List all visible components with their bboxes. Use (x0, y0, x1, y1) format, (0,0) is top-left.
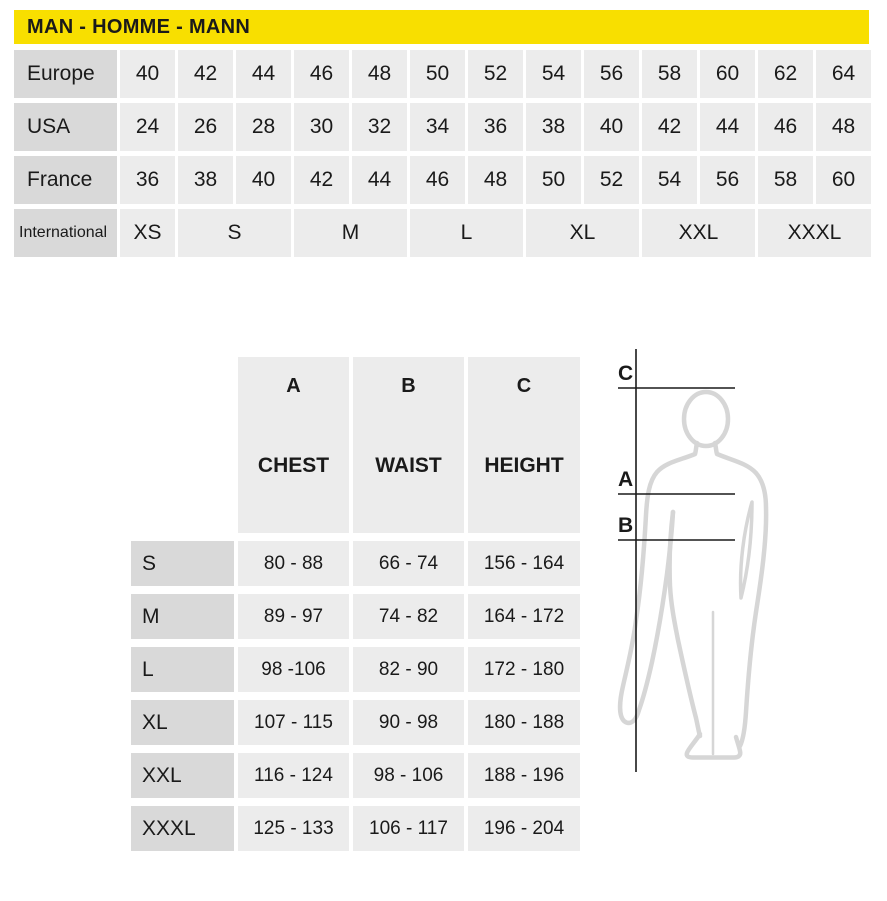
label-c: C (618, 362, 634, 385)
size-cell: 48 (816, 103, 871, 151)
measurement-lines (618, 349, 735, 772)
title-bar (14, 10, 869, 44)
size-cell: 48 (468, 156, 523, 204)
silhouette-head (684, 392, 728, 446)
size-cell: 56 (700, 156, 755, 204)
range-cell: 116 - 124 (238, 753, 349, 798)
intl-size-cell-xl: XL (526, 209, 639, 257)
size-cell: 52 (584, 156, 639, 204)
column-name: CHEST (257, 454, 330, 477)
size-cell: 36 (468, 103, 523, 151)
range-cell: 180 - 188 (468, 700, 580, 745)
size-cell: 54 (642, 156, 697, 204)
region-label-france: France (14, 156, 117, 204)
size-row-label: S (131, 541, 234, 586)
size-cell: 60 (700, 50, 755, 98)
size-cell: 58 (758, 156, 813, 204)
silhouette-left-torso-leg (670, 512, 700, 736)
size-cell: 44 (700, 103, 755, 151)
size-cell: 40 (120, 50, 175, 98)
size-cell: 64 (816, 50, 871, 98)
range-cell: 125 - 133 (238, 806, 349, 851)
size-cell: 34 (410, 103, 465, 151)
size-row-label: XXXL (131, 806, 234, 851)
size-row-label: L (131, 647, 234, 692)
size-cell: 38 (526, 103, 581, 151)
size-cell: 38 (178, 156, 233, 204)
size-cell: 62 (758, 50, 813, 98)
size-cell: 42 (178, 50, 233, 98)
region-label-usa: USA (14, 103, 117, 151)
size-cell: 40 (584, 103, 639, 151)
range-cell: 89 - 97 (238, 594, 349, 639)
size-cell: 50 (526, 156, 581, 204)
range-cell: 90 - 98 (353, 700, 464, 745)
size-cell: 52 (468, 50, 523, 98)
size-cell: 46 (758, 103, 813, 151)
range-cell: 66 - 74 (353, 541, 464, 586)
intl-size-cell-xs: XS (120, 209, 175, 257)
column-letter: C (516, 375, 532, 397)
column-name: HEIGHT (484, 454, 564, 477)
size-cell: 42 (642, 103, 697, 151)
label-a: A (618, 468, 634, 491)
size-cell: 28 (236, 103, 291, 151)
column-header-chest (238, 357, 349, 533)
size-cell: 48 (352, 50, 407, 98)
intl-size-cell-xxl: XXL (642, 209, 755, 257)
range-cell: 98 - 106 (353, 753, 464, 798)
size-cell: 54 (526, 50, 581, 98)
region-label-international: International (14, 209, 117, 257)
column-header-height (468, 357, 580, 533)
size-cell: 44 (352, 156, 407, 204)
range-cell: 106 - 117 (353, 806, 464, 851)
silhouette-arm-gap (741, 502, 752, 598)
size-row-label: XL (131, 700, 234, 745)
size-conversion-table (14, 50, 871, 257)
size-cell: 42 (294, 156, 349, 204)
size-cell: 50 (410, 50, 465, 98)
size-cell: 26 (178, 103, 233, 151)
body-silhouette (620, 392, 766, 758)
size-cell: 32 (352, 103, 407, 151)
body-measurements-table (131, 357, 580, 851)
column-header-waist (353, 357, 464, 533)
range-cell: 196 - 204 (468, 806, 580, 851)
size-cell: 36 (120, 156, 175, 204)
size-cell: 30 (294, 103, 349, 151)
intl-size-cell-s: S (178, 209, 291, 257)
size-cell: 40 (236, 156, 291, 204)
size-row-label: M (131, 594, 234, 639)
size-cell: 58 (642, 50, 697, 98)
body-measurement-diagram (600, 340, 887, 800)
range-cell: 107 - 115 (238, 700, 349, 745)
column-letter: A (286, 375, 301, 397)
size-cell: 56 (584, 50, 639, 98)
page-title: MAN - HOMME - MANN (27, 15, 251, 38)
range-cell: 172 - 180 (468, 647, 580, 692)
column-name: WAIST (375, 454, 442, 477)
intl-size-cell-l: L (410, 209, 523, 257)
size-row-label: XXL (131, 753, 234, 798)
range-cell: 98 -106 (238, 647, 349, 692)
region-label-europe: Europe (14, 50, 117, 98)
range-cell: 74 - 82 (353, 594, 464, 639)
column-letter: B (401, 375, 416, 397)
range-cell: 82 - 90 (353, 647, 464, 692)
range-cell: 188 - 196 (468, 753, 580, 798)
intl-size-cell-xxxl: XXXL (758, 209, 871, 257)
label-b: B (618, 514, 634, 537)
range-cell: 80 - 88 (238, 541, 349, 586)
size-cell: 60 (816, 156, 871, 204)
range-cell: 156 - 164 (468, 541, 580, 586)
intl-size-cell-m: M (294, 209, 407, 257)
size-cell: 46 (294, 50, 349, 98)
size-cell: 44 (236, 50, 291, 98)
size-cell: 46 (410, 156, 465, 204)
range-cell: 164 - 172 (468, 594, 580, 639)
empty-corner-cell (131, 357, 234, 533)
size-cell: 24 (120, 103, 175, 151)
